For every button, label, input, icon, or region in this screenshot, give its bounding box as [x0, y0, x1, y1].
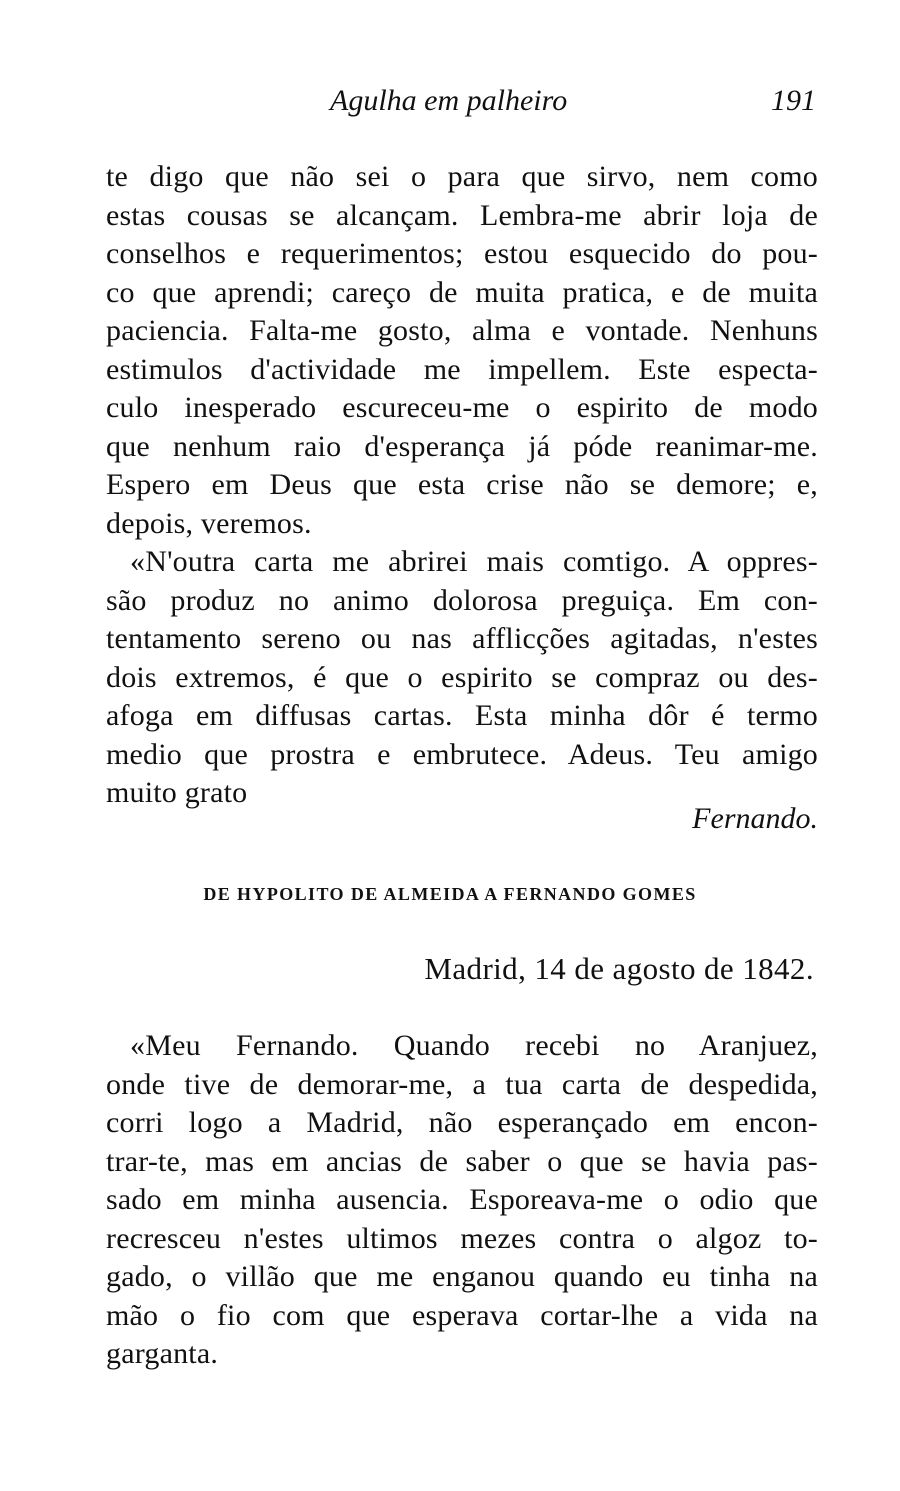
running-head: [108, 84, 820, 124]
running-title: Agulha em palheiro: [330, 84, 568, 117]
text-line: «Meu Fernando. Quando recebi no Aranjuez,: [130, 1029, 818, 1062]
text-line: culo inesperado escureceu-me o espirito de modo: [106, 391, 818, 424]
page-number: 191: [771, 84, 816, 117]
text-line: depois, veremos.: [106, 506, 312, 540]
letter-signature: Fernando.: [692, 802, 818, 835]
text-line: mão o fio com que esperava cortar-lhe a vida na: [106, 1298, 818, 1332]
paragraph-continued-letter: [106, 158, 818, 543]
text-line: onde tive de demorar-me, a tua carta de despedida,: [106, 1067, 818, 1101]
text-line: paciencia. Falta-me gosto, alma e vontade. Nenhuns: [106, 314, 818, 347]
text-line: dois extremos, é que o espirito se compraz ou des-: [106, 660, 818, 694]
text-line: que nenhum raio d'esperança já póde reanimar-me.: [106, 429, 818, 463]
text-line: estimulos d'actividade me impellem. Este especta-: [106, 352, 818, 386]
text-line: são produz no animo dolorosa preguiça. Em con-: [106, 583, 818, 617]
paragraph-closing: [106, 543, 818, 813]
text-line: conselhos e requerimentos; estou esquecido do pou-: [106, 237, 818, 270]
letter-dateline: Madrid, 14 de agosto de 1842.: [424, 951, 814, 986]
text-line: medio que prostra e embrutece. Adeus. Teu amigo: [106, 737, 818, 771]
text-line: sado em minha ausencia. Esporeava-me o odio que: [106, 1183, 818, 1216]
text-line: Espero em Deus que esta crise não se demore; e,: [106, 468, 818, 501]
text-line: «N'outra carta me abrirei mais comtigo. A oppres-: [130, 545, 818, 578]
text-line: gado, o villão que me enganou quando eu tinha na: [106, 1260, 818, 1293]
text-line: estas cousas se alcançam. Lembra-me abrir loja de: [106, 198, 818, 232]
paragraph-new-letter: [106, 1027, 818, 1374]
text-line: tentamento sereno ou nas afflicções agitadas, n'estes: [106, 622, 818, 655]
section-heading: DE HYPOLITO DE ALMEIDA A FERNANDO GOMES: [203, 884, 697, 904]
text-line: muito grato: [106, 776, 248, 809]
text-line: afoga em diffusas cartas. Esta minha dôr é termo: [106, 699, 818, 732]
text-line: garganta.: [106, 1337, 219, 1370]
text-line: recresceu n'estes ultimos mezes contra o algoz to-: [106, 1221, 818, 1255]
text-line: trar-te, mas em ancias de saber o que se havia pas-: [106, 1144, 818, 1178]
text-line: corri logo a Madrid, não esperançado em encon-: [106, 1106, 818, 1139]
text-line: te digo que não sei o para que sirvo, nem como: [106, 160, 818, 193]
text-line: co que aprendi; careço de muita pratica, e de muita: [106, 275, 818, 309]
